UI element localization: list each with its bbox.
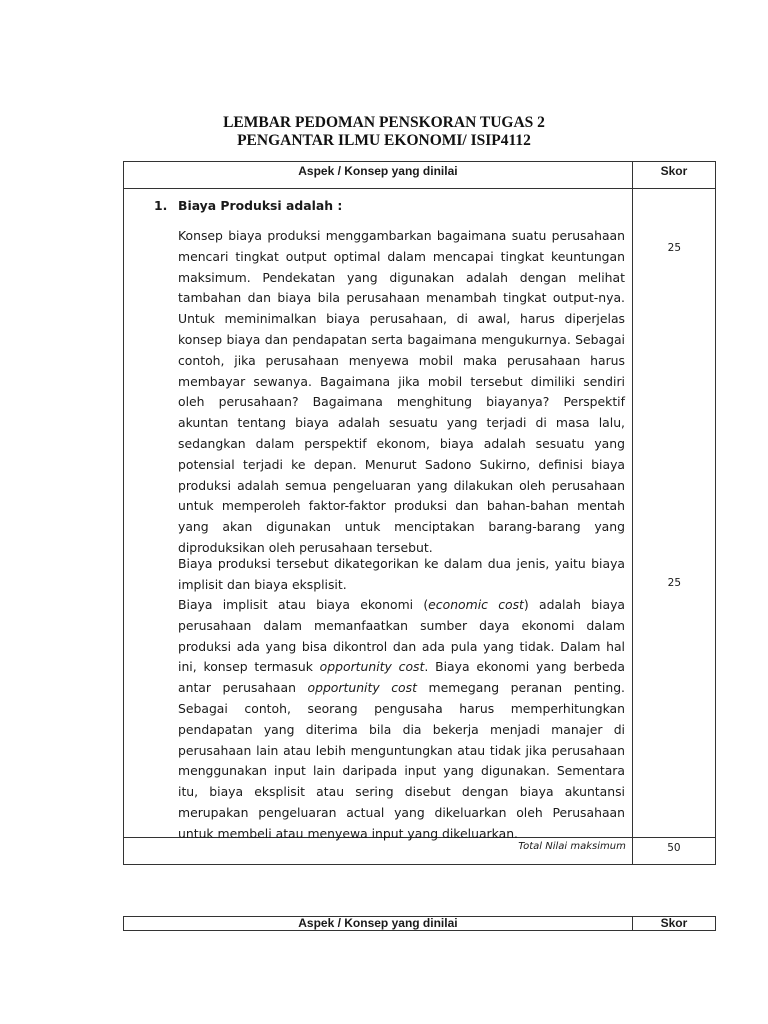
score-value-1: 25 [667,242,682,254]
table-header-row [124,917,716,931]
total-value: 50 [632,838,715,865]
paragraph-text-segment: . Biaya ekonomi yang berbeda antar perusahaan [178,659,625,696]
aspect-cell [124,189,633,841]
term-economic-cost: economic cost [428,597,524,612]
paragraph-implicit-explicit [178,595,625,845]
paragraph-definition: Konsep biaya produksi menggambarkan bagaimana suatu perusahaan mencari tingkat output optimal dalam mencapai tingkat keuntungan maksimum. Pendekatan yang digunakan adalah dengan melihat tambahan dan biaya bila perusahaan menambah tingkat output-nya. Untuk meminimalkan biaya perusahaan, di awal, harus diperjelas konsep biaya dan pendapatan serta bagaimana mengukurnya. Sebagai contoh, jika perusahaan menyewa mobil maka perusahaan harus membayar sewanya. Bagaimana jika mobil tersebut dimiliki sendiri oleh perusahaan? Bagaimana menghitung biayanya? Perspektif akuntan tentang biaya adalah sesuatu yang terjadi di masa lalu, sedangkan dalam perspektif ekonom, biaya adalah sesuatu yang potensial terjadi ke depan. Menurut Sadono Sukirno, definisi biaya produksi adalah semua pengeluaran yang dilakukan oleh perusahaan untuk memperoleh faktor-faktor produksi dan bahan-bahan mentah yang akan digunakan untuk menciptakan barang-barang yang diproduksikan oleh perusahaan tersebut. [178,228,625,555]
document-title-line1: LEMBAR PEDOMAN PENSKORAN TUGAS 2 [223,114,545,131]
score-value-2: 25 [667,577,682,589]
grading-table-2 [123,916,716,931]
grading-table-1 [123,161,716,865]
paragraph-text-segment: ) adalah biaya perusahaan dalam memanfaatkan sumber daya ekonomi dalam produksi ada yang bisa dikontrol dan ada pula yang tidak. Dalam hal ini, konsep termasuk [178,597,626,675]
header-skor: Skor [632,917,715,931]
term-opportunity-cost: opportunity cost [319,659,425,675]
header-aspek: Aspek / Konsep yang dinilai [124,917,633,931]
paragraph-categories: Biaya produksi tersebut dikategorikan ke dalam dua jenis, yaitu biaya implisit dan biaya eksplisit. [178,556,625,592]
paragraph-text-segment: Biaya implisit atau biaya ekonomi ( [178,597,429,612]
table-row [124,189,716,838]
header-aspek: Aspek / Konsep yang dinilai [124,162,633,189]
question-heading [154,198,342,213]
table-header-row [124,162,716,189]
question-title: Biaya Produksi adalah : [178,198,343,213]
paragraph-text-segment: memegang peranan penting. Sebagai contoh, seorang pengusaha harus memperhitungkan pendapatan yang diterima bila dia bekerja menjadi manajer di perusahaan lain atau lebih menguntungkan atau tidak jika perusahaan menggunakan input lain daripada input yang digunakan. Sementara itu, biaya eksplisit atau sering disebut dengan biaya akuntansi merupakan pengeluaran actual yang dikeluarkan oleh Perusahaan untuk membeli atau menyewa input yang dikeluarkan. [178,680,625,841]
score-cell [632,189,715,838]
header-skor: Skor [632,162,715,189]
document-title-line2: PENGANTAR ILMU EKONOMI/ ISIP4112 [237,132,531,149]
total-label: Total Nilai maksimum [124,838,633,865]
question-number: 1. [154,198,168,213]
term-opportunity-cost: opportunity cost [307,680,417,696]
